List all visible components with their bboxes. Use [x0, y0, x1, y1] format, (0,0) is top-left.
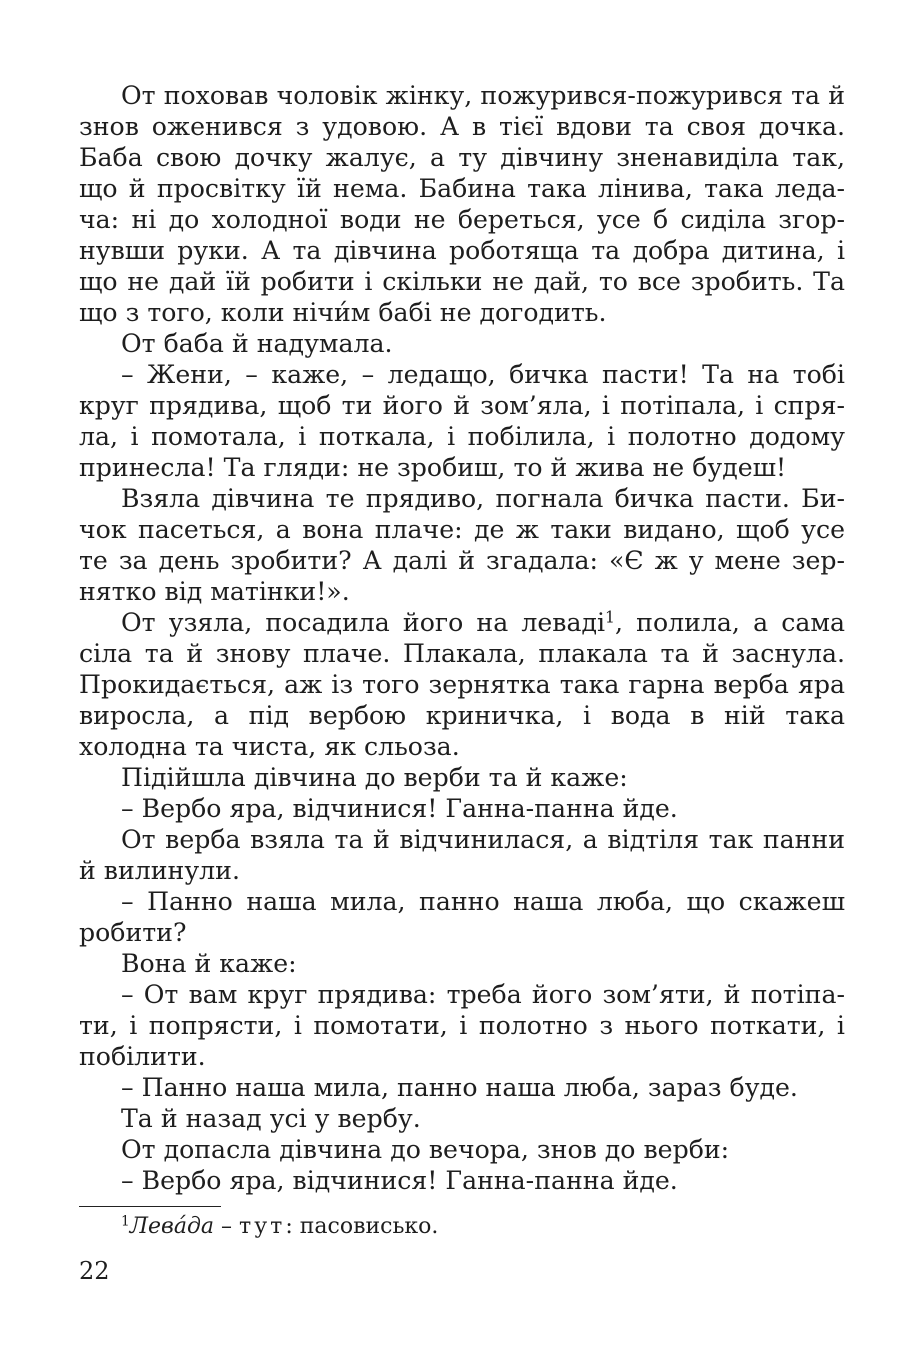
paragraph-14: От допасла дівчина до вечора, знов до верби: — [121, 1135, 730, 1164]
paragraph-1: От поховав чоловік жінку, пожурився-пожурився та й знов оженився з удовою. А в тієї вдови та своя дочка. Баба свою дочку жалує, а ту дівчину зненавиділа так, що й просвітку їй нема. Бабина така лінива, така ледача: ні до холодної води не береться, усе б сиділа згорнувши руки. А та дівчина роботяща та добра дитина, і що не дай їй робити і скільки не дай, то все зробить. Та що з того, коли нічи́м бабі не догодить. — [79, 81, 845, 327]
footnote-reference: 1 — [605, 608, 615, 627]
footnote — [121, 1212, 438, 1242]
paragraph-2: От баба й надумала. — [121, 329, 393, 358]
paragraph-12: – Панно наша мила, панно наша люба, зараз буде. — [121, 1073, 798, 1102]
paragraph-5: От узяла, посадила його на леваді$^1$, полила, а сама сіла та й знову плаче. Плакала, плакала та й заснула. Прокидається, аж із того зернятка така гарна верба яра виросла, а під вербою криничка, і вода в ній така холодна та чиста, як сльоза. — [79, 608, 845, 761]
paragraph-10: Вона й каже: — [121, 949, 297, 978]
footnote-marker: 1 — [121, 1213, 130, 1230]
paragraph-9: – Панно наша мила, панно наша люба, що скажеш робити? — [79, 887, 845, 947]
footnote-divider — [79, 1206, 221, 1207]
footnote-label: тут — [239, 1214, 286, 1239]
paragraph-11: – От вам круг прядива: треба його зом’яти, й потіпати, і попрясти, і помотати, і полотно з нього поткати, і побілити. — [79, 980, 845, 1071]
paragraph-4: Взяла дівчина те прядиво, погнала бичка пасти. Бичок пасеться, а вона плаче: де ж таки видано, щоб усе те за день зробити? А далі й згадала: «Є ж у мене зернятко від матінки!». — [79, 484, 845, 606]
paragraph-8: От верба взяла та й відчинилася, а відтіля так панни й вилинули. — [79, 825, 845, 885]
footnote-term: Лева́да — [129, 1214, 215, 1239]
footnote-definition: : пасовисько. — [285, 1214, 439, 1239]
footnote-dash: – — [214, 1214, 240, 1239]
paragraph-6: Підійшла дівчина до верби та й каже: — [121, 763, 628, 792]
paragraph-7: – Вербо яра, відчинися! Ганна-панна йде. — [121, 794, 678, 823]
story-text — [79, 80, 845, 1196]
page-number: 22 — [79, 1257, 110, 1285]
paragraph-15: – Вербо яра, відчинися! Ганна-панна йде. — [121, 1166, 678, 1195]
paragraph-13: Та й назад усі у вербу. — [121, 1104, 421, 1133]
paragraph-3: – Жени, – каже, – ледащо, бичка пасти! Та на тобі круг прядива, щоб ти його й зом’яла, і потіпала, і спряла, і помотала, і поткала, і побілила, і полотно додому принесла! Та гляди: не зробиш, то й жива не будеш! — [79, 360, 845, 482]
